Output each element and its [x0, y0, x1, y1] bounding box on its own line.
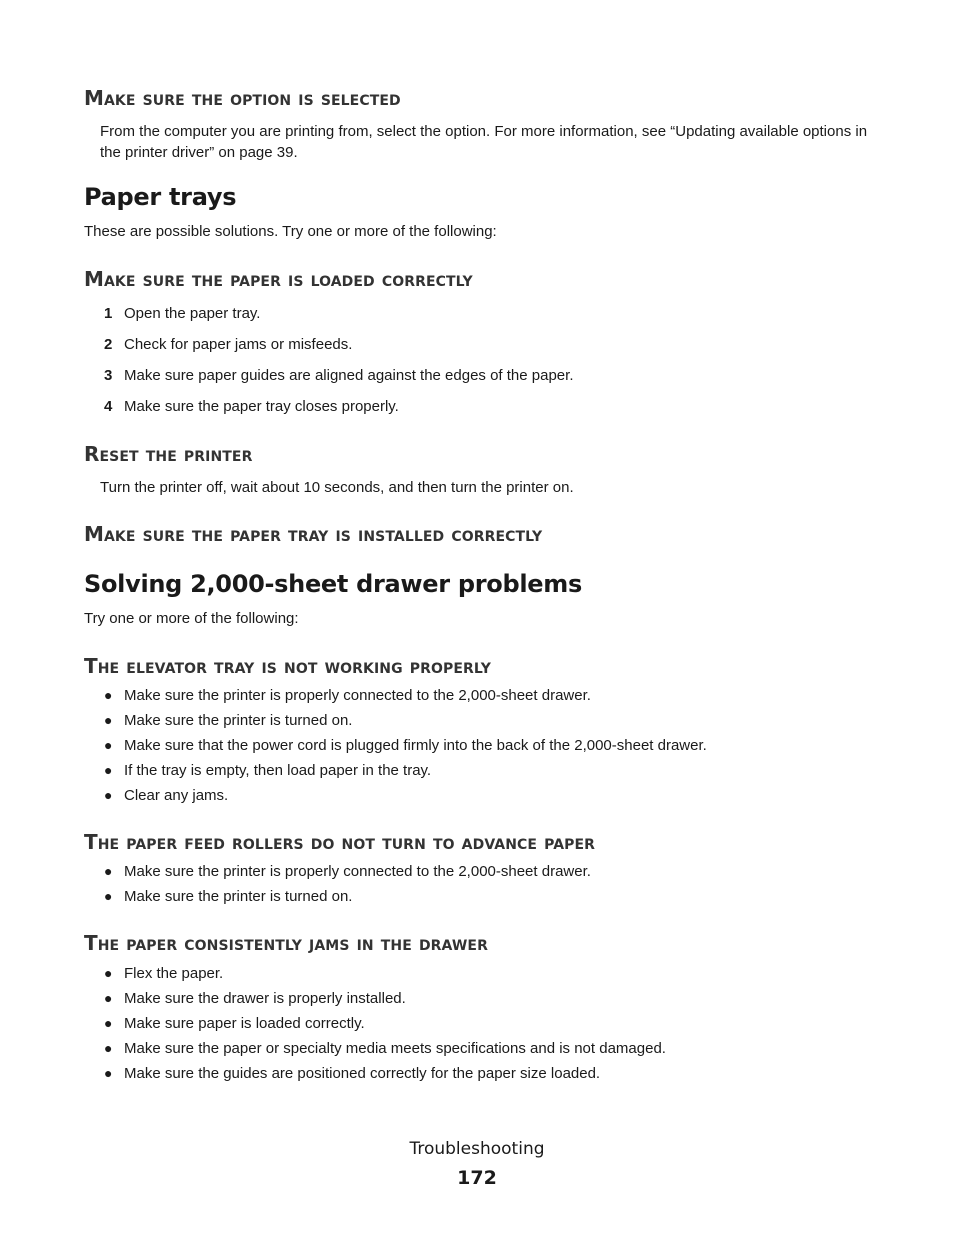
step-number: 3	[104, 367, 113, 384]
list-item-text: Make sure paper is loaded correctly.	[124, 1015, 365, 1032]
heading-paper-trays: Paper trays	[84, 183, 237, 211]
reset-printer-text: Turn the printer off, wait about 10 seconds, and then turn the printer on.	[100, 479, 574, 496]
list-item-text: Make sure the printer is turned on.	[124, 712, 353, 729]
list-item	[104, 397, 399, 417]
list-item	[104, 1063, 600, 1084]
step-text: Make sure the paper tray closes properly.	[124, 398, 399, 415]
heading-consistent-jams: The paper consistently jams in the drawer	[84, 931, 488, 955]
heading-paper-loaded: Make sure the paper is loaded correctly	[84, 267, 473, 291]
paper-trays-intro: These are possible solutions. Try one or more of the following:	[84, 223, 497, 240]
list-item-text: Make sure the drawer is properly installed.	[124, 990, 406, 1007]
bullet-icon: ●	[104, 1065, 113, 1081]
list-item-text: Flex the paper.	[124, 965, 224, 982]
list-item	[104, 735, 707, 756]
list-item-text: Make sure the printer is turned on.	[124, 888, 353, 905]
bullet-icon: ●	[104, 712, 113, 728]
list-item-text: Make sure that the power cord is plugged firmly into the back of the 2,000-sheet drawer.	[124, 737, 707, 754]
step-text: Open the paper tray.	[124, 305, 261, 322]
heading-feed-rollers: The paper feed rollers do not turn to advance paper	[84, 830, 596, 854]
bullet-icon: ●	[104, 787, 113, 803]
step-text: Check for paper jams or misfeeds.	[124, 336, 353, 353]
list-item	[104, 1038, 666, 1059]
step-text: Make sure paper guides are aligned against the edges of the paper.	[124, 367, 574, 384]
list-item-text: If the tray is empty, then load paper in the tray.	[124, 762, 432, 779]
step-number: 1	[104, 305, 113, 322]
list-item	[104, 988, 406, 1009]
step-number: 2	[104, 336, 113, 353]
list-item	[104, 1013, 365, 1034]
list-item	[104, 785, 228, 806]
list-item	[104, 886, 352, 907]
heading-reset-printer: Reset the printer	[84, 442, 253, 466]
bullet-icon: ●	[104, 1015, 113, 1031]
heading-drawer-problems: Solving 2,000-sheet drawer problems	[84, 570, 582, 598]
heading-tray-installed: Make sure the paper tray is installed correctly	[84, 522, 543, 546]
bullet-icon: ●	[104, 888, 113, 904]
list-item-text: Make sure the paper or specialty media meets specifications and is not damaged.	[124, 1040, 666, 1057]
list-item	[104, 335, 352, 355]
bullet-icon: ●	[104, 990, 113, 1006]
bullet-icon: ●	[104, 737, 113, 753]
list-item	[104, 710, 352, 731]
list-item-text: Clear any jams.	[124, 787, 229, 804]
list-item-text: Make sure the printer is properly connected to the 2,000-sheet drawer.	[124, 863, 591, 880]
bullet-icon: ●	[104, 687, 113, 703]
step-number: 4	[104, 398, 113, 415]
list-item	[104, 366, 573, 386]
list-item	[104, 685, 591, 706]
footer-section-title: Troubleshooting	[409, 1139, 545, 1159]
list-item	[104, 963, 223, 984]
bullet-icon: ●	[104, 965, 113, 981]
option-selected-text: From the computer you are printing from, select the option. For more information, see “Updating available options in the printer driver” on page 39.	[100, 123, 868, 161]
drawer-intro: Try one or more of the following:	[84, 610, 299, 627]
list-item	[104, 304, 260, 324]
bullet-icon: ●	[104, 1040, 113, 1056]
bullet-icon: ●	[104, 762, 113, 778]
list-item	[104, 760, 431, 781]
list-item-text: Make sure the printer is properly connected to the 2,000-sheet drawer.	[124, 687, 591, 704]
bullet-icon: ●	[104, 863, 113, 879]
heading-option-selected: Make sure the option is selected	[84, 86, 401, 110]
list-item	[104, 861, 591, 882]
list-item-text: Make sure the guides are positioned correctly for the paper size loaded.	[124, 1065, 601, 1082]
page-number: 172	[457, 1167, 497, 1189]
heading-elevator-tray: The elevator tray is not working properly	[84, 654, 491, 678]
